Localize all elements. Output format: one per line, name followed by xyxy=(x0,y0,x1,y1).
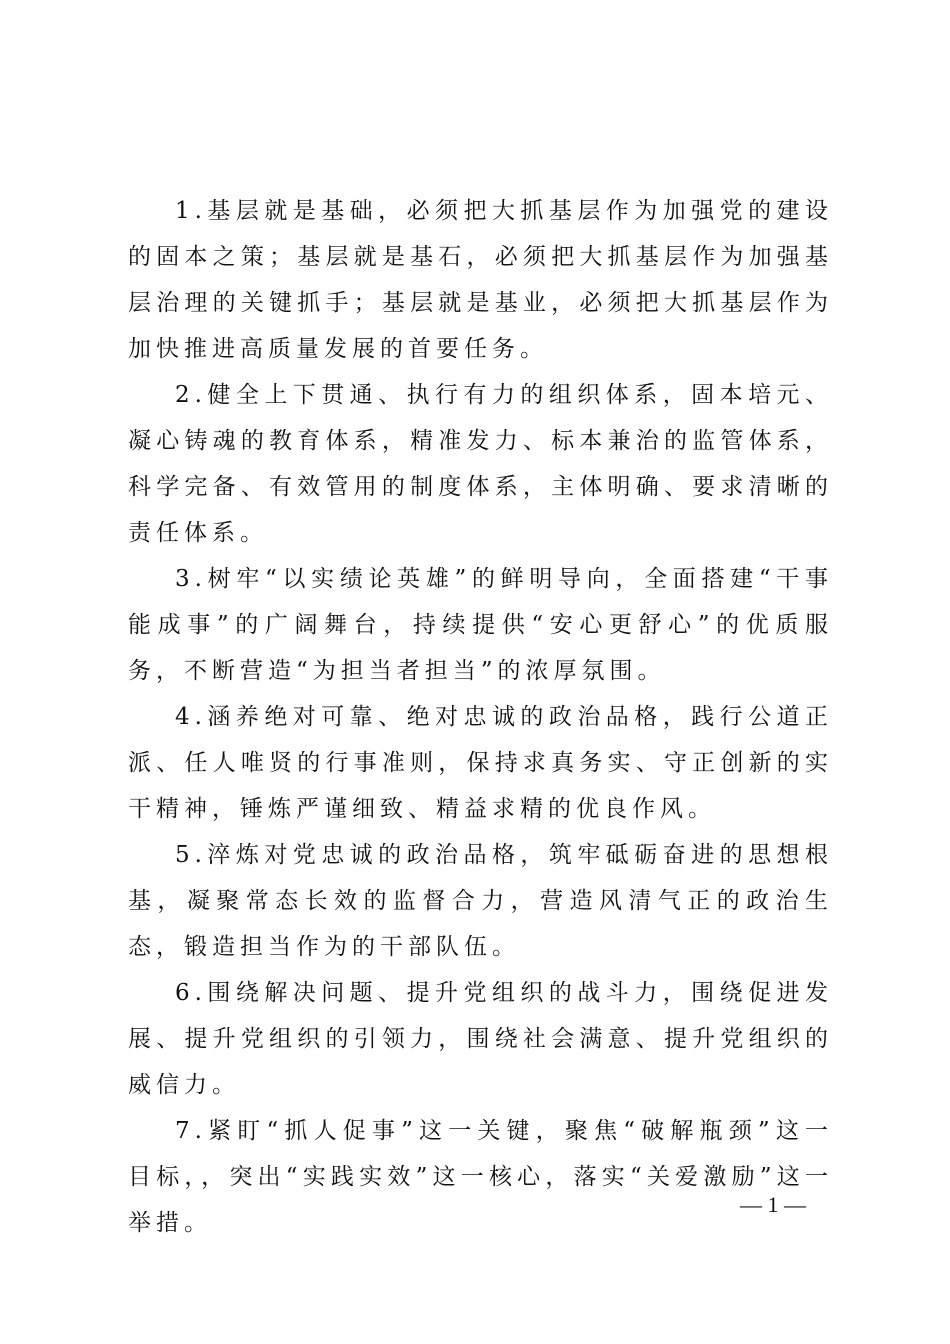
paragraph-7: 7.紧盯“抓人促事”这一关键，聚焦“破解瓶颈”这一目标，，突出“实践实效”这一核心，落实“关爱激励”这一举措。 xyxy=(128,1118,833,1236)
document-body xyxy=(128,188,833,1246)
paragraph-4: 4.涵养绝对可靠、绝对忠诚的政治品格，践行公道正派、任人唯贤的行事准则，保持求真务实、守正创新的实干精神，锤炼严谨细致、精益求精的优良作风。 xyxy=(128,704,833,822)
paragraph-1: 1.基层就是基础，必须把大抓基层作为加强党的建设的固本之策；基层就是基石，必须把大抓基层作为加强基层治理的关键抓手；基层就是基业，必须把大抓基层作为加快推进高质量发展的首要任务。 xyxy=(128,198,833,362)
paragraph-6: 6.围绕解决问题、提升党组织的战斗力，围绕促进发展、提升党组织的引领力，围绕社会满意、提升党组织的威信力。 xyxy=(128,980,833,1098)
paragraph-2: 2.健全上下贯通、执行有力的组织体系，固本培元、凝心铸魂的教育体系，精准发力、标本兼治的监管体系，科学完备、有效管用的制度体系，主体明确、要求清晰的责任体系。 xyxy=(128,382,833,546)
page-number: — 1 — xyxy=(740,1192,806,1217)
paragraph-5: 5.淬炼对党忠诚的政治品格，筑牢砥砺奋进的思想根基，凝聚常态长效的监督合力，营造风清气正的政治生态，锻造担当作为的干部队伍。 xyxy=(128,842,833,960)
paragraph-3: 3.树牢“以实绩论英雄”的鲜明导向，全面搭建“干事能成事”的广阔舞台，持续提供“安心更舒心”的优质服务，不断营造“为担当者担当”的浓厚氛围。 xyxy=(128,566,833,684)
